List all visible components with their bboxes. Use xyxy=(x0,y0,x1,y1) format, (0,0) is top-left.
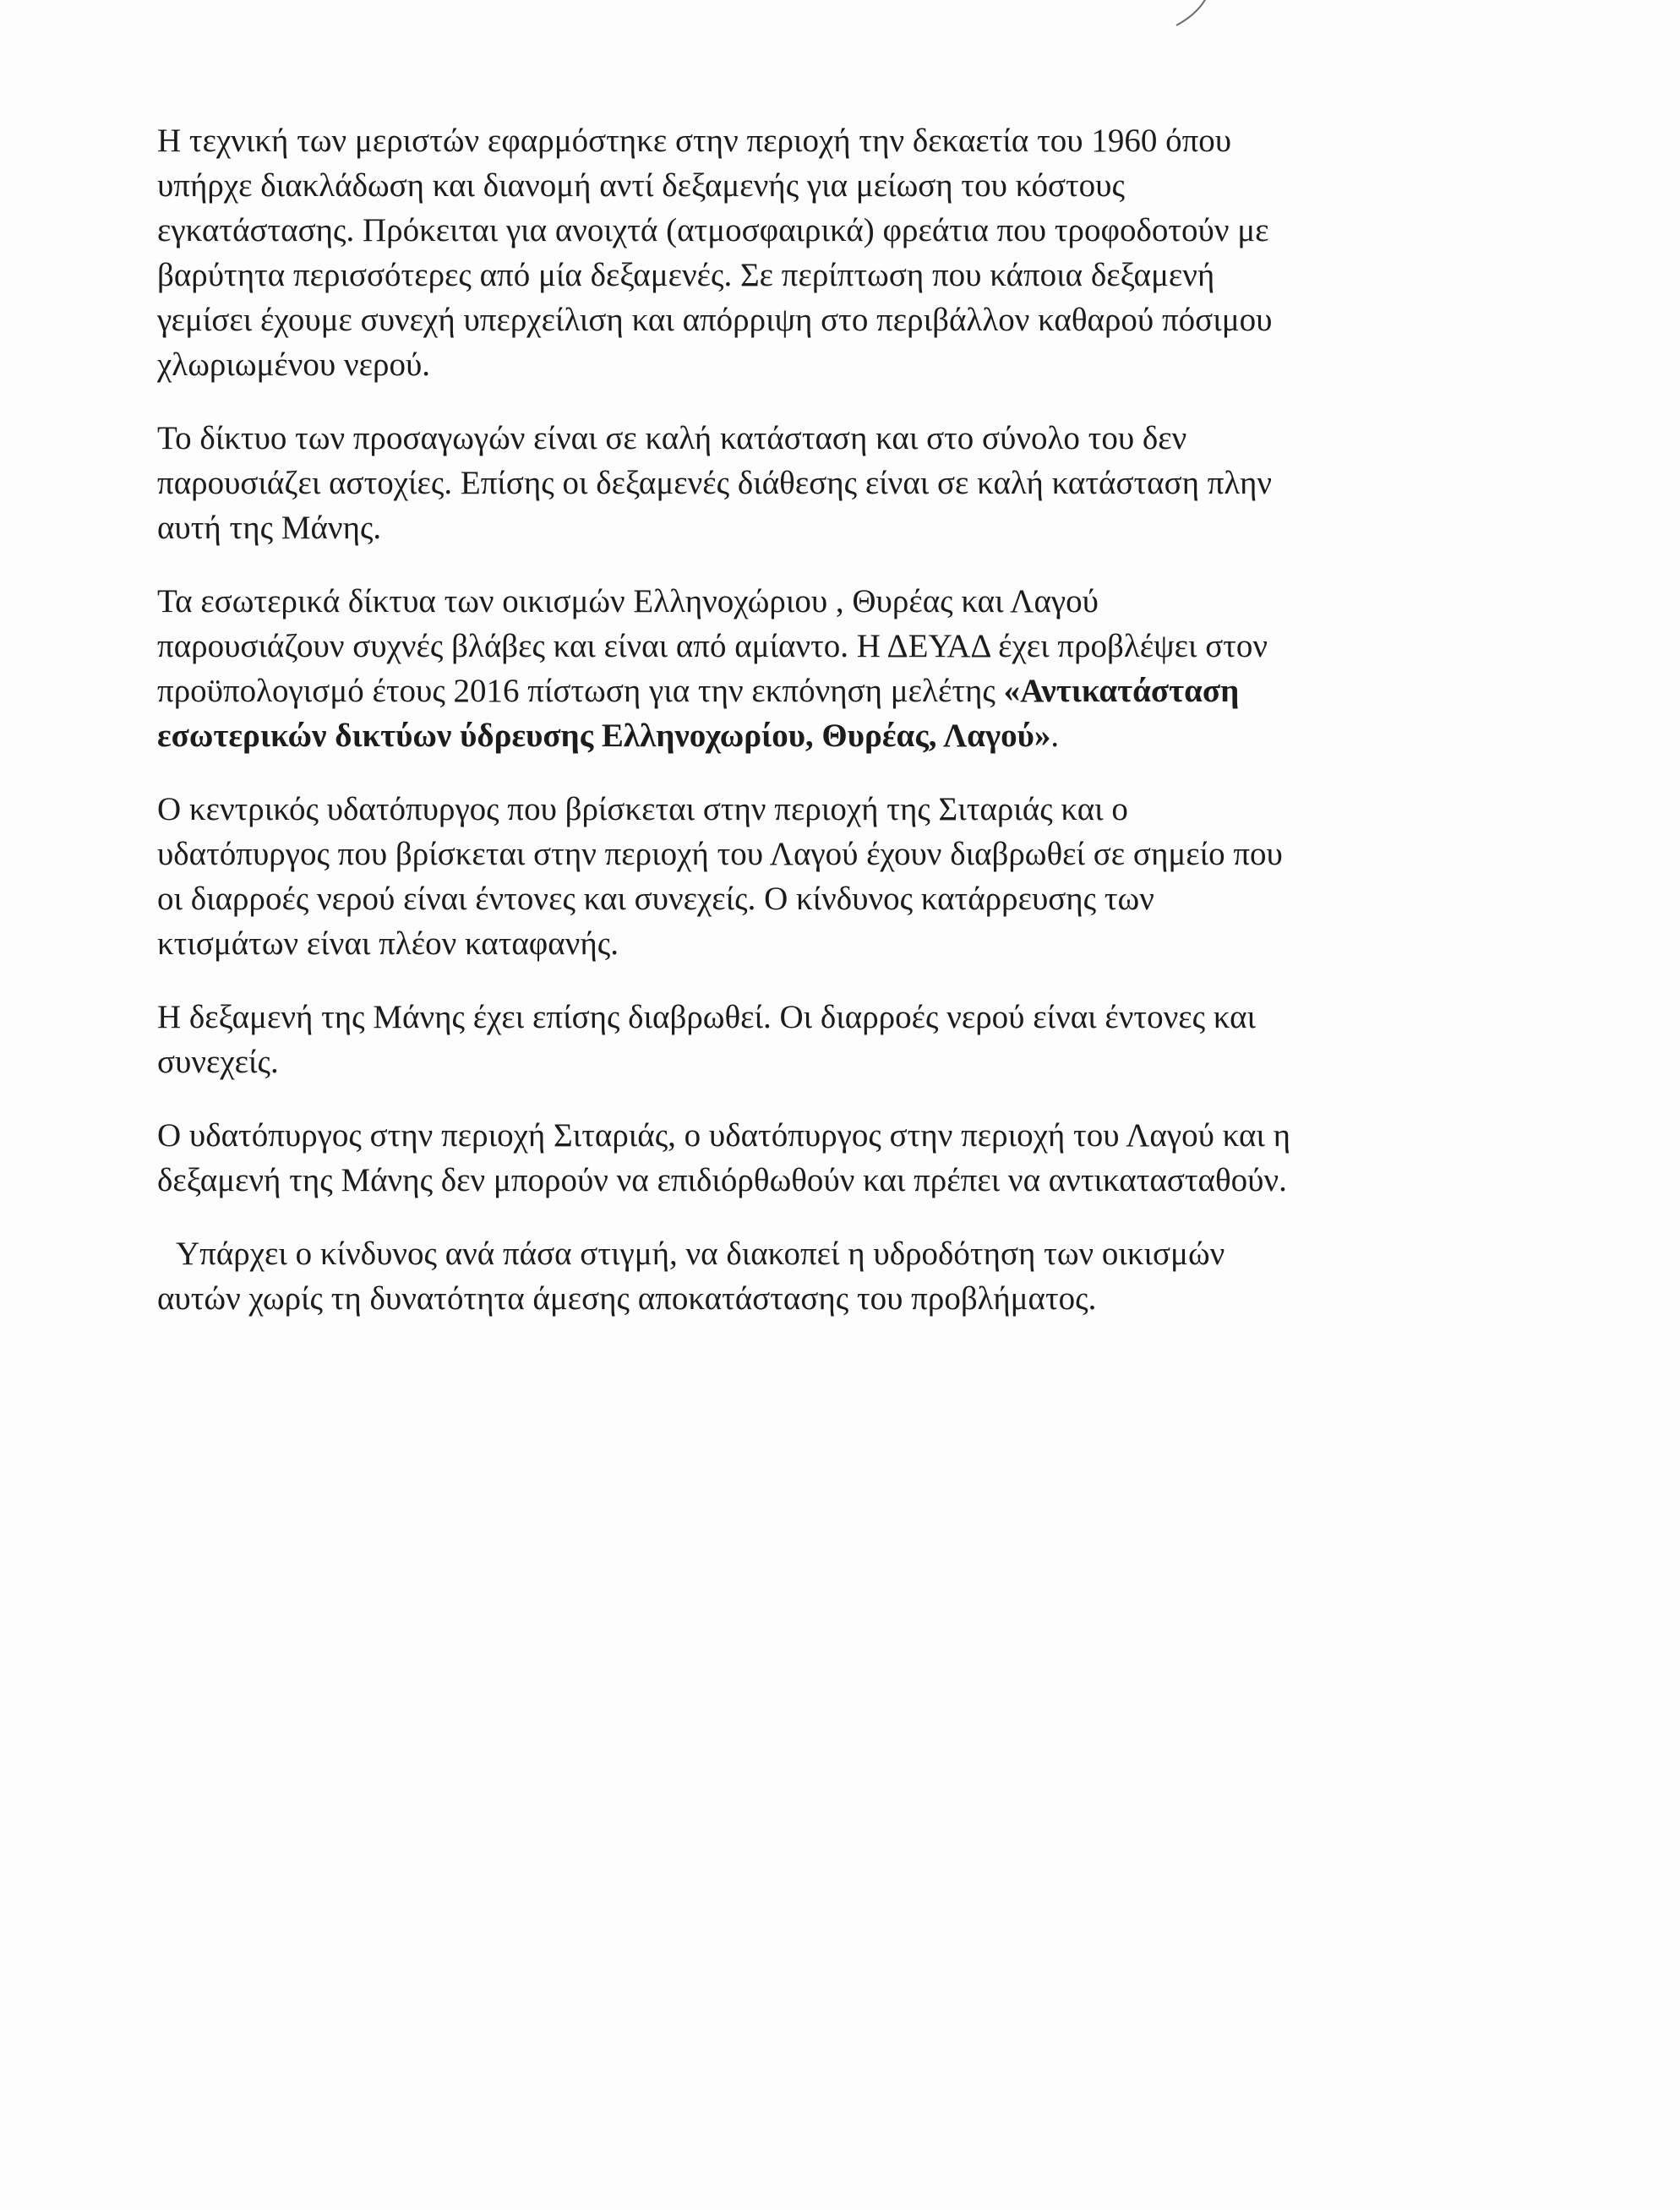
text-line xyxy=(157,668,1594,713)
paragraph-meristes-technique xyxy=(157,118,1594,387)
text-line: κτισμάτων είναι πλέον καταφανής. xyxy=(157,925,619,962)
text-line: υπήρχε διακλάδωση και διανομή αντί δεξαμενής για μείωση του κόστους xyxy=(157,167,1125,204)
document-body xyxy=(157,118,1594,1350)
paragraph-water-towers xyxy=(157,787,1594,966)
paragraph-supply-risk xyxy=(157,1231,1594,1321)
text-line: βαρύτητα περισσότερες από μία δεξαμενές. Σε περίπτωση που κάποια δεξαμενή xyxy=(157,257,1215,293)
text-segment: προϋπολογισμό έτους 2016 πίστωση για την εκπόνηση μελέτης xyxy=(157,673,1004,709)
text-line: εγκατάστασης. Πρόκειται για ανοιχτά (ατμοσφαιρικά) φρεάτια που τροφοδοτούν με xyxy=(157,212,1269,248)
text-line: παρουσιάζει αστοχίες. Επίσης οι δεξαμενές διάθεσης είναι σε καλή κατάσταση πλην xyxy=(157,465,1273,501)
text-line: οι διαρροές νερού είναι έντονες και συνεχείς. Ο κίνδυνος κατάρρευσης των xyxy=(157,881,1154,917)
paragraph-replacement-needed xyxy=(157,1113,1594,1203)
text-line: δεξαμενή της Μάνης δεν μπορούν να επιδιόρθωθούν και πρέπει να αντικατασταθούν. xyxy=(157,1162,1287,1198)
project-title-end: εσωτερικών δικτύων ύδρευσης Ελληνοχωρίου, Θυρέας, Λαγού» xyxy=(157,718,1051,754)
text-line: Ο κεντρικός υδατόπυργος που βρίσκεται στην περιοχή της Σιταριάς και ο xyxy=(157,791,1128,827)
text-line: υδατόπυργος που βρίσκεται στην περιοχή του Λαγού έχουν διαβρωθεί σε σημείο που xyxy=(157,836,1283,872)
text-line xyxy=(157,713,1594,758)
paragraph-internal-networks xyxy=(157,579,1594,758)
text-line: παρουσιάζουν συχνές βλάβες και είναι από αμίαντο. Η ΔΕΥΑΔ έχει προβλέψει στον xyxy=(157,628,1268,664)
paragraph-supply-network xyxy=(157,416,1594,550)
text-line: χλωριωμένου νερού. xyxy=(157,347,431,383)
text-line: Ο υδατόπυργος στην περιοχή Σιταριάς, ο υδατόπυργος στην περιοχή του Λαγού και η xyxy=(157,1117,1291,1154)
text-line: Τα εσωτερικά δίκτυα των οικισμών Ελληνοχώριου , Θυρέας και Λαγού xyxy=(157,583,1099,619)
text-line: Η δεξαμενή της Μάνης έχει επίσης διαβρωθεί. Οι διαρροές νερού είναι έντονες και xyxy=(157,999,1257,1035)
text-line: γεμίσει έχουμε συνεχή υπερχείλιση και απόρριψη στο περιβάλλον καθαρού πόσιμου xyxy=(157,302,1273,338)
text-line: Η τεχνική των μεριστών εφαρμόστηκε στην περιοχή την δεκαετία του 1960 όπου xyxy=(157,123,1232,159)
paragraph-mani-tank xyxy=(157,995,1594,1084)
text-line: αυτή της Μάνης. xyxy=(157,510,382,546)
text-segment: . xyxy=(1050,718,1060,754)
project-title-start: «Αντικατάσταση xyxy=(1003,673,1240,709)
text-line: Το δίκτυο των προσαγωγών είναι σε καλή κατάσταση και στο σύνολο του δεν xyxy=(157,420,1187,456)
text-line: Υπάρχει ο κίνδυνος ανά πάσα στιγμή, να διακοπεί η υδροδότηση των οικισμών xyxy=(176,1236,1225,1272)
text-line: αυτών χωρίς τη δυνατότητα άμεσης αποκατάστασης του προβλήματος. xyxy=(157,1280,1097,1317)
pen-stroke-mark xyxy=(1168,0,1210,29)
text-line: συνεχείς. xyxy=(157,1044,279,1080)
